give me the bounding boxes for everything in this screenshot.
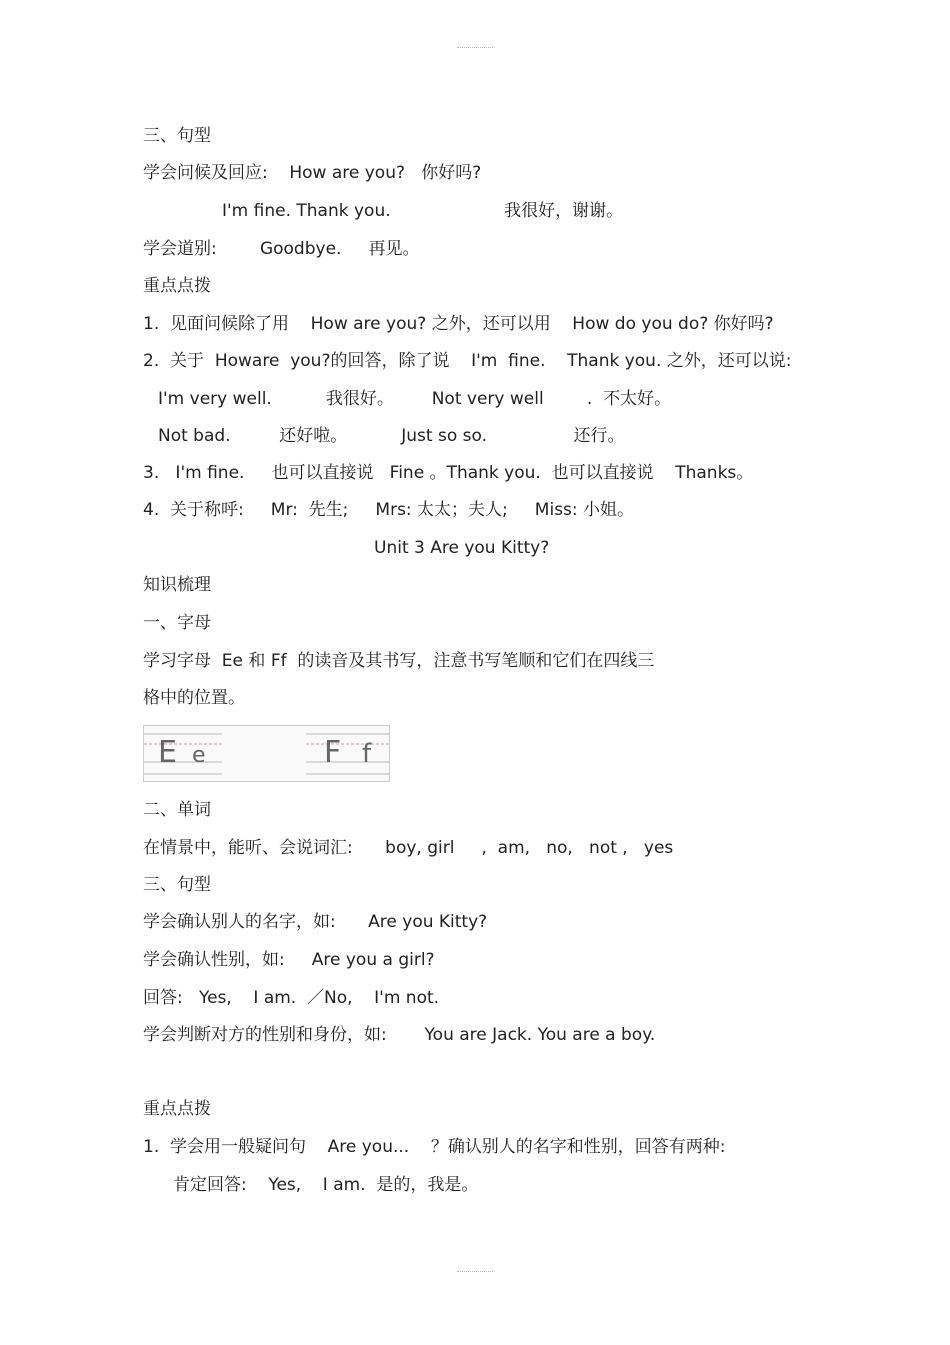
unit-title: Unit 3 Are you Kitty? xyxy=(374,538,550,558)
goodbye-line: 学会道别: Goodbye. 再见。 xyxy=(143,239,420,259)
affirmative-answer-line: 肯定回答: Yes, I am. 是的，我是。 xyxy=(173,1175,479,1195)
key-point-3: 3. I'm fine. 也可以直接说 Fine 。Thank you. 也可以直接说 Thanks。 xyxy=(143,463,754,483)
section-heading-sentence-patterns-2: 三、句型 xyxy=(143,875,211,895)
knowledge-heading: 知识梳理 xyxy=(143,575,211,595)
key-points-heading-2: 重点点拨 xyxy=(143,1099,211,1119)
judge-identity-line: 学会判断对方的性别和身份，如: You are Jack. You are a boy. xyxy=(143,1025,656,1045)
key-points-heading: 重点点拨 xyxy=(143,276,211,296)
key-point-question: 1. 学会用一般疑问句 Are you... ？确认别人的名字和性别，回答有两种: xyxy=(143,1137,726,1157)
confirm-name-line: 学会确认别人的名字，如: Are you Kitty? xyxy=(143,912,488,932)
greeting-line: 学会问候及回应: How are you? 你好吗? xyxy=(143,163,482,183)
letter-upper-e: E xyxy=(158,735,177,770)
vocabulary-line: 在情景中，能听、会说词汇: boy, girl , am, no, not , yes xyxy=(143,838,674,858)
letter-upper-f: F xyxy=(324,735,342,770)
answer-line: 回答: Yes, I am. ／No, I'm not. xyxy=(143,988,440,1008)
key-point-4: 4. 关于称呼: Mr: 先生; Mrs: 太太；夫人; Miss: 小姐。 xyxy=(143,500,635,520)
letters-writing-image xyxy=(143,725,390,782)
section-heading-sentence-patterns: 三、句型 xyxy=(143,126,211,146)
confirm-gender-line: 学会确认性别，如: Are you a girl? xyxy=(143,950,435,970)
letter-lower-e: e xyxy=(192,743,206,768)
reply-line: I'm fine. Thank you. 我很好，谢谢。 xyxy=(222,201,624,221)
key-point-2-examples-a: I'm very well. 我很好。 Not very well . 不太好。 xyxy=(158,389,672,409)
letters-description: 学习字母 Ee 和 Ff 的读音及其书写，注意书写笔顺和它们在四线三 xyxy=(143,651,655,671)
header-decoration xyxy=(457,47,493,49)
key-point-1: 1. 见面问候除了用 How are you? 之外，还可以用 How do you do? 你好吗? xyxy=(143,314,774,334)
letter-lower-f: f xyxy=(362,739,372,769)
section-heading-letters: 一、字母 xyxy=(143,613,211,633)
letters-description-cont: 格中的位置。 xyxy=(143,688,245,708)
section-heading-words: 二、单词 xyxy=(143,800,211,820)
key-point-2: 2. 关于 Howare you?的回答，除了说 I'm fine. Thank you. 之外，还可以说: xyxy=(143,351,792,371)
footer-decoration xyxy=(457,1271,493,1273)
key-point-2-examples-b: Not bad. 还好啦。 Just so so. 还行。 xyxy=(158,426,625,446)
